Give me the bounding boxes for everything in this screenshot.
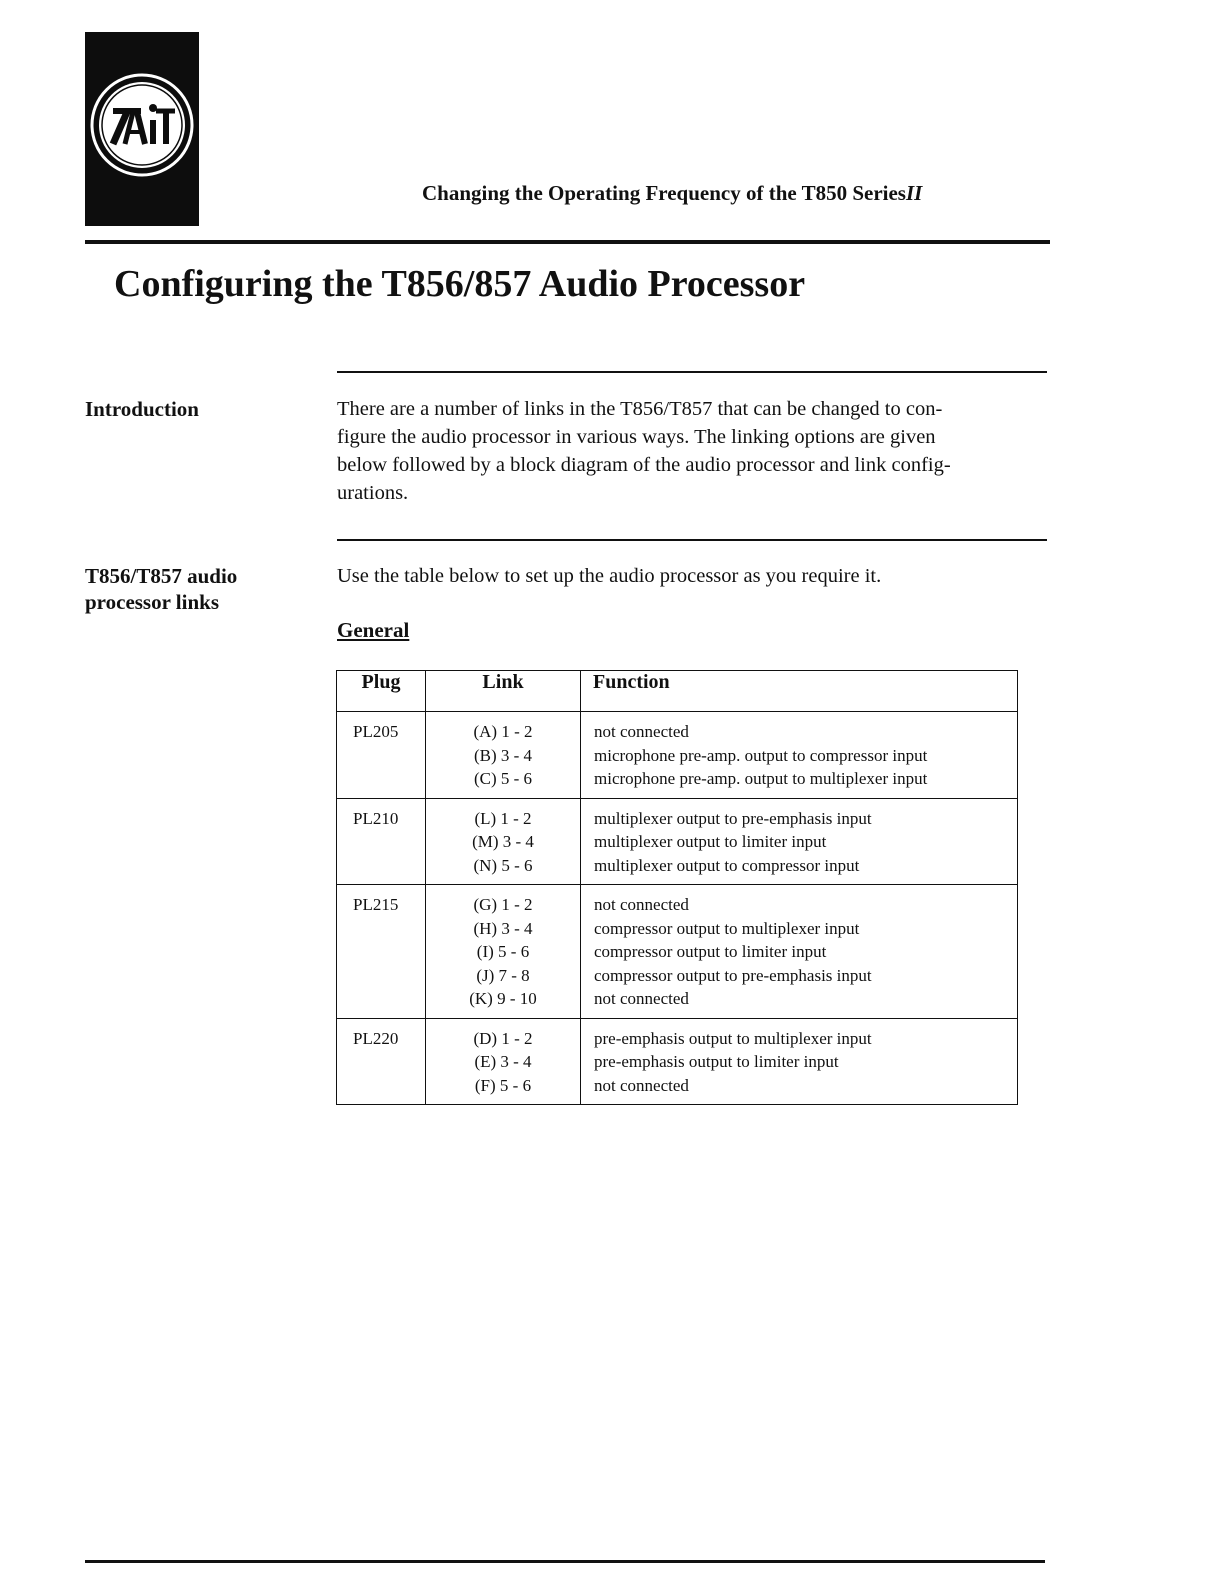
introduction-heading: Introduction bbox=[85, 397, 199, 421]
function-value: compressor output to limiter input bbox=[594, 942, 827, 961]
section-rule-introduction bbox=[337, 371, 1047, 373]
function-value: not connected bbox=[594, 895, 689, 914]
plug-cell: PL210 bbox=[337, 798, 426, 885]
function-value: not connected bbox=[594, 1075, 689, 1095]
text-line: below followed by a block diagram of the audio processor and link config- bbox=[337, 454, 951, 476]
general-subheading: General bbox=[337, 618, 410, 642]
links-heading bbox=[85, 563, 315, 615]
plug-cell: PL215 bbox=[337, 885, 426, 1019]
link-value: (A) 1 - 2 bbox=[473, 722, 533, 741]
tait-logo-icon bbox=[89, 72, 195, 178]
header-rule bbox=[85, 240, 1050, 244]
link-cell bbox=[426, 1018, 581, 1105]
link-value: (K) 9 - 10 bbox=[469, 989, 537, 1008]
table-header-row bbox=[337, 671, 1018, 712]
function-value: microphone pre-amp. output to compressor input bbox=[594, 745, 928, 765]
link-options-table bbox=[336, 670, 1018, 1105]
text-line: figure the audio processor in various ways. The linking options are given bbox=[337, 426, 936, 448]
function-value: microphone pre-amp. output to multiplexer input bbox=[594, 769, 928, 788]
function-cell bbox=[581, 712, 1018, 799]
link-cell bbox=[426, 798, 581, 885]
link-value: (N) 5 - 6 bbox=[473, 855, 533, 875]
table-row bbox=[337, 1018, 1018, 1105]
function-cell bbox=[581, 885, 1018, 1019]
link-value: (E) 3 - 4 bbox=[474, 1052, 532, 1071]
logo-block bbox=[85, 32, 199, 226]
link-column-header: Link bbox=[426, 671, 581, 712]
plug-cell: PL205 bbox=[337, 712, 426, 799]
link-value: (M) 3 - 4 bbox=[472, 832, 534, 851]
function-value: pre-emphasis output to limiter input bbox=[594, 1052, 839, 1071]
table-row bbox=[337, 712, 1018, 799]
running-header-series: II bbox=[905, 181, 923, 205]
link-value: (F) 5 - 6 bbox=[474, 1075, 532, 1095]
function-value: compressor output to multiplexer input bbox=[594, 918, 860, 938]
link-value: (C) 5 - 6 bbox=[473, 769, 533, 788]
link-value: (J) 7 - 8 bbox=[476, 965, 530, 985]
link-value: (I) 5 - 6 bbox=[476, 942, 530, 961]
links-heading-line: T856/T857 audio bbox=[85, 564, 238, 588]
table-row bbox=[337, 798, 1018, 885]
function-cell bbox=[581, 1018, 1018, 1105]
function-value: not connected bbox=[594, 722, 689, 741]
link-value: (B) 3 - 4 bbox=[473, 745, 533, 765]
function-value: pre-emphasis output to multiplexer input bbox=[594, 1028, 872, 1048]
running-header bbox=[422, 181, 922, 206]
function-cell bbox=[581, 798, 1018, 885]
page-title: Configuring the T856/857 Audio Processor bbox=[114, 263, 806, 305]
function-value: multiplexer output to compressor input bbox=[594, 855, 860, 875]
footer-rule bbox=[85, 1560, 1045, 1563]
table-row bbox=[337, 885, 1018, 1019]
link-cell bbox=[426, 712, 581, 799]
function-value: multiplexer output to limiter input bbox=[594, 832, 827, 851]
function-column-header: Function bbox=[581, 671, 1018, 712]
function-value: compressor output to pre-emphasis input bbox=[594, 965, 872, 985]
running-header-title: Changing the Operating Frequency of the T850 Series bbox=[422, 181, 906, 205]
introduction-paragraph bbox=[337, 395, 1052, 507]
plug-cell: PL220 bbox=[337, 1018, 426, 1105]
function-value: not connected bbox=[594, 989, 689, 1008]
link-cell bbox=[426, 885, 581, 1019]
link-value: (G) 1 - 2 bbox=[473, 895, 533, 914]
links-heading-line: processor links bbox=[85, 590, 219, 614]
link-value: (D) 1 - 2 bbox=[473, 1028, 533, 1048]
plug-column-header: Plug bbox=[337, 671, 426, 712]
text-line: There are a number of links in the T856/T857 that can be changed to con- bbox=[337, 398, 943, 420]
link-value: (H) 3 - 4 bbox=[473, 918, 533, 938]
section-rule-links bbox=[337, 539, 1047, 541]
function-value: multiplexer output to pre-emphasis input bbox=[594, 808, 872, 828]
link-value: (L) 1 - 2 bbox=[474, 808, 532, 828]
text-line: urations. bbox=[337, 482, 409, 504]
links-intro-text: Use the table below to set up the audio processor as you require it. bbox=[337, 565, 882, 587]
